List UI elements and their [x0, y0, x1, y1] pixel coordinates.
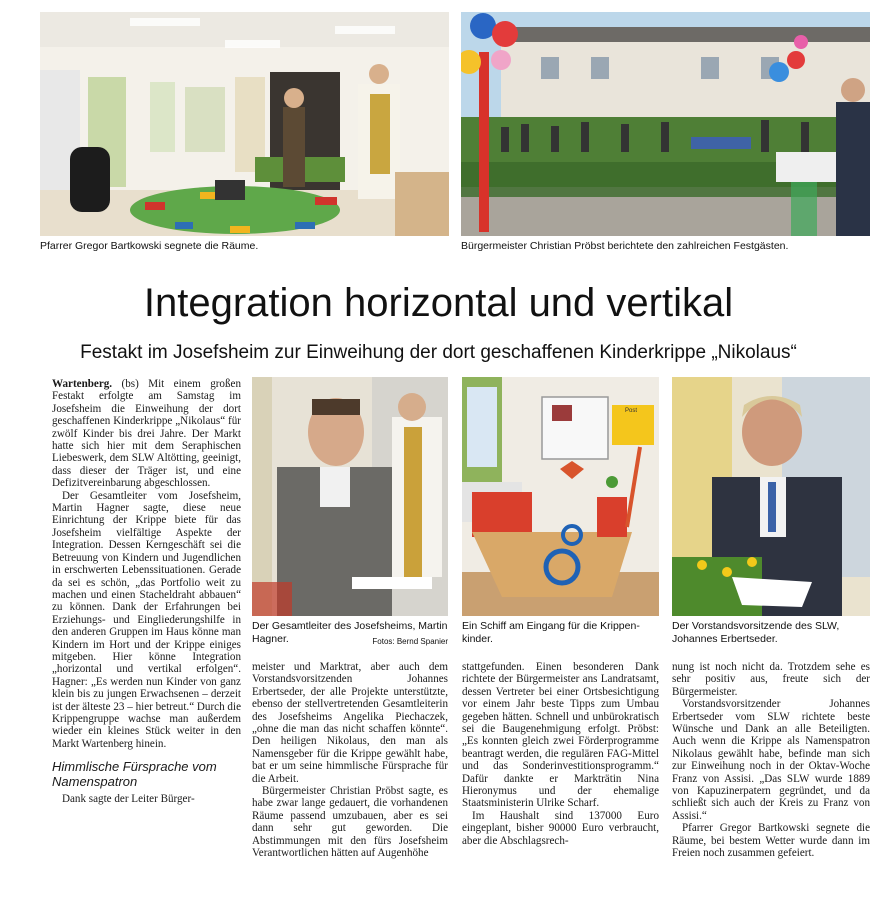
caption-mid-1 [252, 620, 448, 648]
paragraph-text: (bs) Mit einem großen Festakt erfolgte am Samstag im Josefsheim die Einweihung der dort geschaffenen Kinderkrippe „Nikolaus“ für zwölf Kinder bis drei Jahre. Der Markt hatte sich hier mit dem Seraphischen Liebeswerk, dem SLW Altötting, geeinigt, dass dieser der Träger ist, und eine Defizitvereinbarung abgeschlossen. [52, 378, 242, 490]
board-post-label: Post [625, 408, 638, 414]
article-paragraph: nung ist noch nicht da. Trotzdem sehe es sehr positiv aus, freute sich der Bürgermeister. [672, 661, 870, 698]
section-subheading: Himmlische Fürsprache vom Namenspatron [52, 759, 217, 789]
article-paragraph: meister und Marktrat, aber auch dem Vorstandsvorsitzenden Johannes Erbertseder, der alle Projekte unterstützte, ebenso der stellvertretenden Gesamtleiterin des Josefsheims Angelika Piechaczek, „ohne die man das nicht schaffen könnte“. Den heiligen Nikolaus, den man als Namensgeber für die Krippe gewählt habe, bat er um seine himmlische Fürsprache für die Arbeit. [252, 661, 448, 785]
photo-johannes-erbertseder [672, 377, 870, 616]
article-column-2 [252, 661, 448, 860]
subheadline: Festakt im Josefsheim zur Einweihung der dort geschaffenen Kinderkrippe „Nikolaus“ [80, 342, 797, 363]
article-paragraph: Vorstandsvorsitzender Johannes Erbertseder vom SLW richtete beste Wünsche und Dank an alle Beteiligten. Auch wenn die Krippe als Namenspatron Nikolaus gewählt habe, befinde man sich zur Einweihung noch in der Oktav-Woche Franz von Assisi. „Das SLW wurde 1889 von Kapuzinerpatern gegründet, und da schließt sich auch der Kreis zu Franz von Assisi.“ [672, 698, 870, 822]
article-column-4 [672, 661, 870, 860]
photo-credit: Fotos: Bernd Spanier [372, 637, 448, 646]
caption-mid-2: Ein Schiff am Eingang für die Krippen-kinder. [462, 620, 640, 645]
dateline: Wartenberg. [52, 378, 113, 390]
article-paragraph: stattgefunden. Einen besonderen Dank richtete der Bürgermeister ans Landratsamt, dessen Vertreter bei einer Ortsbesichtigung vor einem Jahr beste Tipps zum Umbau gegeben hätten. Schnell und unbürokratisch sei die Baugenehmigung erfolgt. Pröbst: „Es konnten gleich zwei Förderprogramme beantragt werden, die regulären FAG-Mittel und das Sonderinvestitionsprogramm.“ Dafür dankte er Markträtin Nina Hieronymus und der ehemalige Staatsministerin Ulrike Scharf. [462, 661, 659, 810]
article-paragraph [52, 378, 241, 490]
article-paragraph: Im Haushalt sind 137000 Euro eingeplant, bisher 90000 Euro verbraucht, aber die Abschlagsrech- [462, 809, 659, 847]
photo-blessing-room [40, 12, 449, 236]
caption-top-right: Bürgermeister Christian Pröbst berichtete den zahlreichen Festgästen. [461, 240, 789, 252]
caption-top-left: Pfarrer Gregor Bartkowski segnete die Räume. [40, 240, 259, 252]
caption-mid-3: Der Vorstandsvorsitzende des SLW, Johannes Erbertseder. [672, 620, 840, 645]
headline: Integration horizontal und vertikal [143, 281, 734, 325]
article-column-3 [462, 661, 659, 847]
article-paragraph: Der Gesamtleiter vom Josefsheim, Martin Hagner sagte, diese neue Einrichtung der Krippe biete für das Josefsheim vielfältige Aspekte der Integration. Dessen Kerngeschäft sei die Betreuung von Kindern und Jugendlichen in erschwerten Lebenssituationen. Gerade da sei es schön, „das Portfolio weit zu machen und einen Stacheldraht abbauen“ zu können. Dank der Erfahrungen bei Erziehungs- und Eingliederungshilfe in den anderen Gruppen im Haus könne man Kindern im Hort und der Krippe einiges mitgeben. Hier könne Integration „horizontal und vertikal erfolgen“. Hagner: „Es werden nun Kinder von ganz klein bis zu jungen Erwachsenen – derzeit ist der älteste 23 – hier betreut.“ Durch die Krippengruppe wachse man außerdem wieder ein kleines Stück weiter in den Markt Wartenberg hinein. [52, 489, 241, 750]
article-column-1 [52, 378, 241, 806]
caption-mid-1-text: Der Gesamtleiter des Josefsheims, Martin Hagner. [252, 620, 448, 645]
photo-ship [462, 377, 659, 616]
photo-martin-hagner [252, 377, 448, 616]
article-paragraph: Pfarrer Gregor Bartkowski segnete die Räume, bei bestem Wetter wurde dann im Freien noch zusammen gefeiert. [672, 822, 870, 860]
article-paragraph: Bürgermeister Christian Pröbst sagte, es habe zwar lange gedauert, die vorhandenen Räume passend umzubauen, aber es sei dann sehr gut geworden. Die Abstimmungen mit den fürs Josefsheim Verantwortlichen hätten auf Augenhöhe [252, 785, 448, 860]
photo-outdoor-ceremony [461, 12, 870, 236]
article-paragraph: Dank sagte der Leiter Bürger- [62, 793, 195, 806]
